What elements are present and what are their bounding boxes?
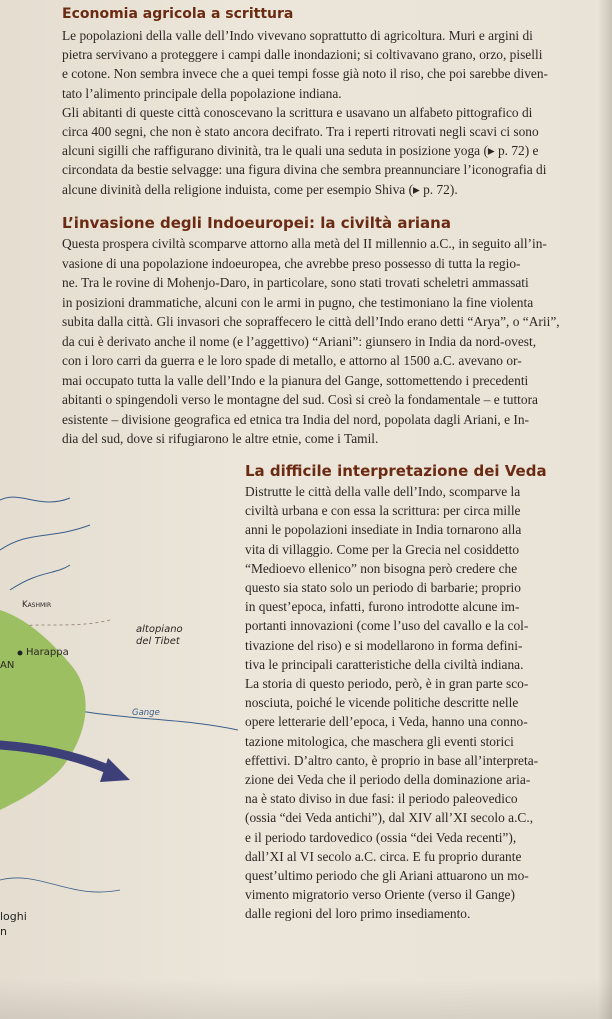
text-line: tiva le principali caratteristiche della civiltà indiana. <box>245 656 524 672</box>
text-line: (ossia “dei Veda antichi”), dal XIV all’XI secolo a.C., <box>245 810 534 826</box>
map-india <box>0 470 238 970</box>
text-line: questo sia stato solo un periodo di barbarie; proprio <box>245 580 521 595</box>
text-line: dall’XI al VI secolo a.C. circa. E fu proprio durante <box>245 848 522 864</box>
text-line: Questa prospera civiltà scomparve attorno alla metà del II millennio a.C., in seguito all’in- <box>62 236 547 251</box>
river-line <box>0 525 90 550</box>
map-label-altopiano: altopiano <box>136 624 183 635</box>
section-heading-veda <box>245 462 547 480</box>
text-line: tato l’alimento principale della popolazione indiana. <box>62 85 342 101</box>
harappa-dot <box>18 651 23 656</box>
text-line: da cui è derivato anche il nome (e l’aggettivo) “Ariani”: giunsero in India da nord-ovest, <box>62 333 537 349</box>
text-line: zione dei Veda che il periodo della dominazione aria- <box>245 772 531 787</box>
text-line: mai occupato tutta la valle dell’Indo e la pianura del Gange, sottomettendo i precedenti <box>62 372 529 388</box>
text-line: abitanti o spingendoli verso le montagne del sud. Così si creò la fondamentale – e tuttora <box>62 392 538 407</box>
text-line: opere letterarie dell’epoca, i Veda, hanno una conno- <box>245 714 528 730</box>
text-line: subita dalla città. Gli invasori che sopraffecero le città dell’Indo erano detti “Arya”, o “Arii”, <box>62 314 560 329</box>
section-heading-economia: Economia agricola a scrittura <box>62 6 294 22</box>
map-fragment-n: n <box>0 925 7 938</box>
text-line: dalle regioni del loro primo insediamento. <box>245 906 471 922</box>
map-graphic <box>0 470 238 970</box>
text-line: tazione mitologica, che maschera gli eventi storici <box>245 733 514 749</box>
text-line: circondata da bestie selvagge: una figura divina che sembra preannunciare l’iconografia di <box>62 162 547 178</box>
section-heading-invasione: L’invasione degli Indoeuropei: la civiltà ariana <box>62 214 451 232</box>
page-bottom-shadow <box>0 979 612 1019</box>
text-line: dia del sud, dove si rifugiarono le altre etnie, come i Tamil. <box>62 431 379 446</box>
text-line: quest’ultimo periodo che gli Ariani attuarono un mo- <box>245 868 529 883</box>
harappa-region <box>0 610 86 810</box>
text-line: anni le popolazioni insediate in India tornarono alla <box>245 522 522 538</box>
section-heading-veda-text: La difficile interpretazione dei Veda <box>245 462 547 480</box>
text-line: ne. Tra le rovine di Mohenjo-Daro, in particolare, sono stati trovati scheletri ammassati <box>62 275 529 290</box>
text-line: effettivi. D’altro canto, è proprio in base all’interpreta- <box>245 752 539 768</box>
page-edge-shadow <box>598 0 612 1019</box>
text-line: Gli abitanti di queste città conoscevano la scrittura e usavano un alfabeto pittografico di <box>62 104 533 120</box>
arrow-head <box>100 758 130 782</box>
text-line: nosciuta, poiché le vicende politiche descritte nelle <box>245 695 519 711</box>
text-line: in posizioni drammatiche, alcuni con le armi in pugno, che testimoniano la fine violenta <box>62 294 534 310</box>
coast-line <box>0 878 120 892</box>
map-label-kashmir: Kashmir <box>22 600 52 610</box>
text-line: na è stato diviso in due fasi: il periodo paleovedico <box>245 791 518 807</box>
text-line: in quest’epoca, infatti, furono introdotte alcune im- <box>245 599 520 615</box>
map-label-del-tibet: del Tibet <box>136 636 180 647</box>
text-line: e il periodo tardovedico (ossia “dei Veda recenti”), <box>245 829 517 845</box>
text-line: Distrutte le città della valle dell’Indo, scomparve la <box>245 484 521 499</box>
text-line: alcune divinità della religione induista, come per esempio Shiva (▸ p. 72). <box>62 181 458 197</box>
text-line: con i loro carri da guerra e le loro spade di metallo, e attorno al 1500 a.C. avevano or- <box>62 353 522 368</box>
text-line: civiltà urbana e con essa la scrittura: per circa mille <box>245 503 521 519</box>
river-line <box>10 565 70 590</box>
map-label-gange: Gange <box>132 708 160 718</box>
text-line: La storia di questo periodo, però, è in gran parte sco- <box>245 676 529 691</box>
text-line: pietra servivano a proteggere i campi dalle inondazioni; si coltivavano grano, orzo, piselli <box>62 47 543 63</box>
text-line: esistente – divisione geografica ed etnica tra India del nord, popolata dagli Ariani, e In- <box>62 411 530 427</box>
text-line: vasione di una popolazione indoeuropea, che avrebbe preso possesso di tutta la regio- <box>62 255 521 271</box>
text-line: portanti innovazioni (come l’uso del cavallo e la col- <box>245 618 529 634</box>
map-fragment-loghi: loghi <box>0 910 27 923</box>
text-line: alcuni sigilli che raffigurano divinità, tra le quali una seduta in posizione yoga (▸ p. 72) e <box>62 143 539 159</box>
map-label-harappa: Harappa <box>26 647 69 658</box>
text-line: circa 400 segni, che non è stato ancora decifrato. Tra i reperti ritrovati negli scavi ci sono <box>62 124 539 139</box>
text-line: vita di villaggio. Come per la Grecia nel cosiddetto <box>245 541 520 557</box>
map-label-an: AN <box>0 660 15 671</box>
text-line: Le popolazioni della valle dell’Indo vivevano soprattutto di agricoltura. Muri e argini di <box>62 28 533 43</box>
text-line: “Medioevo ellenico” non bisogna però credere che <box>245 560 518 576</box>
river-line <box>0 497 70 502</box>
text-line: vimento migratorio verso Oriente (verso il Gange) <box>245 887 515 903</box>
text-line: tivazione del riso) e si modellarono in forma defini- <box>245 637 523 653</box>
text-line: e cotone. Non sembra invece che a quei tempi fosse già noto il riso, che poi sarebbe diven- <box>62 66 548 82</box>
